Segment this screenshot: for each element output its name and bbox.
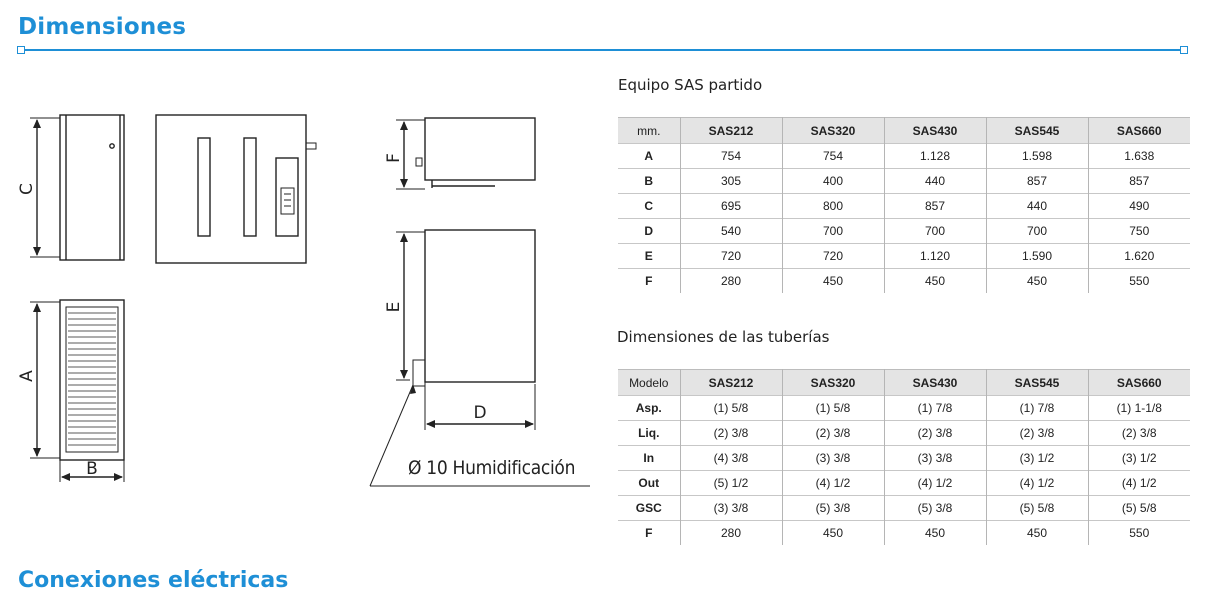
column-header: Modelo <box>618 370 680 396</box>
dim-label-c: C <box>17 183 37 195</box>
table-cell: (2) 3/8 <box>1088 421 1190 446</box>
table-cell: (5) 5/8 <box>986 496 1088 521</box>
table-cell: (5) 3/8 <box>782 496 884 521</box>
table-row <box>618 144 1190 169</box>
table-cell: 440 <box>884 169 986 194</box>
page-title: Dimensiones <box>18 14 187 40</box>
row-label: A <box>618 144 680 169</box>
row-label: F <box>618 269 680 294</box>
front-view-drawing <box>156 115 316 263</box>
column-header: SAS545 <box>986 118 1088 144</box>
next-section-title: Conexiones eléctricas <box>18 568 289 593</box>
table-row <box>618 396 1190 421</box>
table-cell: (1) 5/8 <box>782 396 884 421</box>
table-cell: (3) 3/8 <box>680 496 782 521</box>
row-label: E <box>618 244 680 269</box>
table-cell: (5) 1/2 <box>680 471 782 496</box>
table-cell: (5) 3/8 <box>884 496 986 521</box>
grille-slats <box>68 313 116 445</box>
table-cell: (4) 1/2 <box>782 471 884 496</box>
table-cell: 1.638 <box>1088 144 1190 169</box>
pipes-table <box>618 369 1190 545</box>
table-cell: 754 <box>680 144 782 169</box>
dimensions-table <box>618 117 1190 293</box>
row-label: GSC <box>618 496 680 521</box>
table-cell: (1) 7/8 <box>884 396 986 421</box>
column-header: SAS320 <box>782 370 884 396</box>
table-cell: 280 <box>680 269 782 294</box>
side-view-drawing <box>30 115 124 260</box>
table-cell: (3) 3/8 <box>884 446 986 471</box>
table-cell: 450 <box>986 521 1088 546</box>
table-cell: 440 <box>986 194 1088 219</box>
table-cell: (2) 3/8 <box>782 421 884 446</box>
table-cell: 754 <box>782 144 884 169</box>
table-cell: 857 <box>884 194 986 219</box>
table-cell: 450 <box>884 521 986 546</box>
table-cell: 700 <box>782 219 884 244</box>
dim-label-a: A <box>17 370 37 382</box>
row-label: F <box>618 521 680 546</box>
table-cell: (4) 1/2 <box>1088 471 1190 496</box>
row-label: In <box>618 446 680 471</box>
table-row <box>618 521 1190 546</box>
row-label: Liq. <box>618 421 680 446</box>
grille-view-drawing <box>30 300 124 482</box>
row-label: Out <box>618 471 680 496</box>
rule-right-marker <box>1180 46 1188 54</box>
technical-drawings <box>0 0 600 581</box>
column-header: SAS212 <box>680 370 782 396</box>
table-cell: 750 <box>1088 219 1190 244</box>
table-cell: 1.620 <box>1088 244 1190 269</box>
table-header-row <box>618 118 1190 144</box>
table-row <box>618 269 1190 294</box>
table-row <box>618 194 1190 219</box>
table-cell: (3) 1/2 <box>986 446 1088 471</box>
table-cell: 450 <box>782 269 884 294</box>
table-row <box>618 446 1190 471</box>
table-cell: 550 <box>1088 521 1190 546</box>
table-row <box>618 219 1190 244</box>
column-header: SAS430 <box>884 118 986 144</box>
table-cell: (1) 7/8 <box>986 396 1088 421</box>
table-cell: 1.590 <box>986 244 1088 269</box>
row-label: B <box>618 169 680 194</box>
table-row <box>618 496 1190 521</box>
dim-label-b: B <box>86 459 98 479</box>
table-cell: (4) 1/2 <box>986 471 1088 496</box>
column-header: mm. <box>618 118 680 144</box>
top-view-drawing <box>396 118 535 189</box>
table-row <box>618 244 1190 269</box>
table-cell: 720 <box>680 244 782 269</box>
table-cell: (2) 3/8 <box>986 421 1088 446</box>
row-label: D <box>618 219 680 244</box>
table-row <box>618 471 1190 496</box>
table-cell: 695 <box>680 194 782 219</box>
table-cell: 720 <box>782 244 884 269</box>
dim-label-e: E <box>384 301 404 313</box>
table-cell: 490 <box>1088 194 1190 219</box>
table-cell: 1.120 <box>884 244 986 269</box>
humidification-note: Ø 10 Humidificación <box>408 457 576 479</box>
column-header: SAS660 <box>1088 370 1190 396</box>
table-cell: (5) 5/8 <box>1088 496 1190 521</box>
table-cell: 280 <box>680 521 782 546</box>
table-cell: (2) 3/8 <box>884 421 986 446</box>
table-cell: (1) 5/8 <box>680 396 782 421</box>
table-header-row <box>618 370 1190 396</box>
table-cell: 450 <box>884 269 986 294</box>
table-row <box>618 421 1190 446</box>
column-header: SAS212 <box>680 118 782 144</box>
table-cell: 700 <box>884 219 986 244</box>
table-cell: (3) 1/2 <box>1088 446 1190 471</box>
column-header: SAS430 <box>884 370 986 396</box>
table-cell: 450 <box>782 521 884 546</box>
row-label: Asp. <box>618 396 680 421</box>
table-cell: 1.128 <box>884 144 986 169</box>
table-cell: 700 <box>986 219 1088 244</box>
table-row <box>618 169 1190 194</box>
dimensions-table-caption: Equipo SAS partido <box>618 76 763 94</box>
column-header: SAS660 <box>1088 118 1190 144</box>
table-cell: 857 <box>986 169 1088 194</box>
table-cell: 400 <box>782 169 884 194</box>
table-cell: (4) 3/8 <box>680 446 782 471</box>
table-cell: 450 <box>986 269 1088 294</box>
row-label: C <box>618 194 680 219</box>
table-cell: 800 <box>782 194 884 219</box>
plan-view-drawing <box>370 230 590 486</box>
dim-label-f: F <box>384 153 404 163</box>
table-cell: 1.598 <box>986 144 1088 169</box>
column-header: SAS545 <box>986 370 1088 396</box>
table-cell: 540 <box>680 219 782 244</box>
table-cell: (3) 3/8 <box>782 446 884 471</box>
table-cell: (1) 1-1/8 <box>1088 396 1190 421</box>
table-cell: 857 <box>1088 169 1190 194</box>
table-cell: 550 <box>1088 269 1190 294</box>
column-header: SAS320 <box>782 118 884 144</box>
pipes-table-caption: Dimensiones de las tuberías <box>617 328 830 346</box>
dim-label-d: D <box>473 403 487 423</box>
table-cell: (2) 3/8 <box>680 421 782 446</box>
table-cell: (4) 1/2 <box>884 471 986 496</box>
table-cell: 305 <box>680 169 782 194</box>
